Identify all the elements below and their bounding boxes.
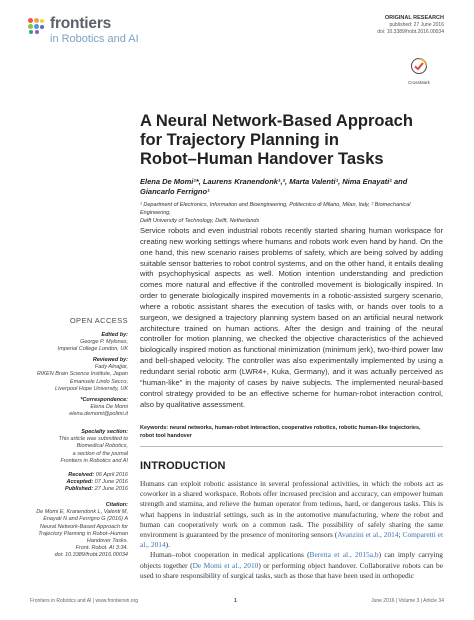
title-line: A Neural Network-Based Approach — [140, 112, 413, 130]
journal-logo — [28, 16, 139, 45]
title-line: Robot–Human Handover Tasks — [140, 150, 384, 168]
keywords-list: neural networks, human-robot interaction, cooperative robotics, robotic human-like trajectories, — [169, 425, 421, 431]
specialty-line: This article was submitted to — [58, 436, 128, 443]
crossmark-icon — [411, 58, 427, 74]
intro-text: ) can imply carrying objects together ( — [140, 550, 443, 570]
accepted-label: Accepted: — [66, 479, 94, 486]
specialty-section-label: Specialty section: — [81, 429, 128, 435]
citation-line: Enayati N and Ferrigno G (2016) A — [43, 516, 128, 523]
reviewed-by-label: Reviewed by: — [92, 357, 128, 363]
authors-line: Elena De Momi¹*, Laurens Kranendonk¹,², Marta Valenti¹, Nima Enayati¹ and — [140, 177, 408, 186]
correspondence-email[interactable]: elena.demomi@polimi.it — [69, 411, 128, 418]
correspondence-label: *Correspondence: — [80, 397, 128, 403]
section-heading: INTRODUCTION — [140, 460, 226, 472]
citation-link[interactable]: Comparetti et al., 2014 — [140, 530, 444, 550]
intro-paragraph-2 — [140, 550, 443, 581]
intro-text: ) or performing object handover. Collaborative robots can be used to share responsibility of surgical tasks, such as those that have been used in orthopedic — [140, 560, 443, 580]
footer-volume: June 2016 | Volume 3 | Article 34 — [371, 598, 444, 604]
specialty-line: a section of the journal — [72, 450, 128, 457]
reviewer-2-affiliation: Liverpool Hope University, UK — [55, 385, 128, 392]
citation-doi[interactable]: doi: 10.3389/frobt.2016.00034 — [54, 552, 128, 559]
sidebar-edited — [30, 332, 128, 354]
accepted-row — [30, 479, 128, 486]
citation-link[interactable]: Beretta et al., 2015a,b — [309, 550, 379, 560]
abstract-text: Service robots and even industrial robots recently started sharing human workspace for creating new working settings where humans and robots work even hand by hand. On the one hand, this new scenario raises problems of safety, which are being solved by adding suitable sensor batteries to robot control systems, and on the other hand, it entails dealing with psychophysical aspects as well. Motion intention understanding and prediction comes more natural and effective if the controlled movement is biologically inspired. In order to generate biologically inspired movements in a robotic-assisted surgery scenario, where a robotic assistant shares the execution of tasks with, or hands over tools to a surgeon, we designed a trajectory planning system based on an artificial neural network architecture trained on human actions. After the design and training of the neural controller for motion planning, we checked the objective characteristics of the achieved biologically inspired motion as functional minimization (minimum jerk), two-third power law and bell-shaped velocity. The controller was also experimentally implemented by using a redundant serial robotic arm (LWR4+, Kuka, Germany), and it was actually perceived as “human-like” in the majority of cases by naive subjects. The implemented neural-based control strategy provided to be an effective scheme for human-robot interaction control, also by qualitative assessment. — [140, 226, 443, 409]
citation-line: De Momi E, Kranendonk L, Valenti M, — [36, 509, 128, 516]
author-list — [140, 177, 440, 197]
correspondence-name: Elena De Momi — [90, 404, 128, 411]
edited-by-label: Edited by: — [101, 332, 128, 338]
reviewer-1-affiliation: RIKEN Brain Science Institute, Japan — [36, 371, 128, 378]
footer-journal[interactable]: Frontiers in Robotics and AI | www.frontiersin.org — [30, 598, 139, 604]
citation-line: Neural Network-Based Approach for — [39, 523, 128, 530]
editor-name: George P. Mylonas, — [80, 339, 128, 346]
page-number: 1 — [234, 598, 237, 604]
editor-affiliation: Imperial College London, UK — [57, 346, 128, 353]
intro-text: ). — [165, 540, 170, 550]
frontiers-logo-icon — [28, 18, 46, 38]
article-title — [140, 112, 440, 169]
brand-name: frontiers — [50, 15, 112, 32]
published-label: Published: — [65, 486, 94, 493]
sidebar-specialty — [30, 429, 128, 465]
published-row — [30, 486, 128, 493]
received-label: Received: — [68, 472, 95, 478]
received-date: 06 April 2016 — [95, 472, 128, 478]
published-date-sidebar: 27 June 2016 — [94, 486, 128, 493]
keywords-list-cont: robot tool handover — [140, 432, 192, 439]
citation-link[interactable]: De Momi et al., 2010 — [192, 560, 259, 570]
keywords-label: Keywords: — [140, 425, 169, 431]
published-date: published: 27 June 2016 — [389, 22, 444, 28]
citation-line: Handover Tasks. — [86, 538, 128, 545]
sidebar-correspondence — [30, 397, 128, 419]
sidebar-reviewed — [30, 357, 128, 393]
affiliation-line: ¹ Department of Electronics, Information and Bioengineering, Politecnico di Milano, Milan, Italy, ² Biomechanical Engineering, — [140, 202, 411, 216]
keywords — [140, 425, 443, 440]
received-row — [30, 472, 128, 479]
specialty-line: Biomedical Robotics, — [76, 443, 128, 450]
journal-name: in Robotics and AI — [50, 32, 139, 45]
article-meta — [377, 15, 444, 36]
introduction-body — [140, 479, 443, 581]
open-access-label: OPEN ACCESS — [69, 316, 128, 325]
reviewer-2-name: Emanuele Lindo Secco, — [69, 378, 128, 385]
article-type: ORIGINAL RESEARCH — [384, 15, 444, 21]
citation-line: Front. Robot. AI 3:34. — [75, 545, 128, 552]
doi-link[interactable]: doi: 10.3389/frobt.2016.00034 — [377, 29, 444, 35]
accepted-date: 07 June 2016 — [94, 479, 128, 486]
sidebar-citation — [30, 502, 128, 560]
specialty-line: Frontiers in Robotics and AI — [60, 457, 128, 464]
crossmark-label: CrossMark — [408, 80, 430, 85]
sidebar-dates — [30, 472, 128, 494]
affiliations — [140, 201, 440, 225]
citation-label: Citation: — [105, 502, 128, 508]
authors-line: Giancarlo Ferrigno¹ — [140, 187, 210, 196]
citation-link[interactable]: Avanzini et al., 2014 — [337, 530, 399, 540]
citation-line: Trajectory Planning in Robot–Human — [38, 530, 128, 537]
reviewer-1-name: Fady Alnajjar, — [94, 364, 128, 371]
title-line: for Trajectory Planning in — [140, 131, 339, 149]
crossmark-badge[interactable] — [405, 58, 433, 85]
intro-text: Humans can exploit robotic assistance in several professional activities, in which the robots act as coworker in a shared workspace. Robots offer increased precision and accuracy, can empower human strength and stamina, and relieve the human operator from tedious, hard, or dangerous tasks. This is what happens in industrial settings, such as in the automotive manufacturing, where the robot and human can cooperatively work on a common task. The possibility of safely sharing the same environment is guaranteed by the presence of monitoring sensors ( — [140, 479, 443, 540]
section-divider — [140, 446, 443, 447]
intro-paragraph-1 — [140, 479, 443, 550]
affiliation-line: Delft University of Technology, Delft, Netherlands — [140, 218, 260, 224]
intro-text: ; — [398, 530, 403, 540]
intro-text: Human–robot cooperation in medical applications ( — [150, 550, 310, 560]
